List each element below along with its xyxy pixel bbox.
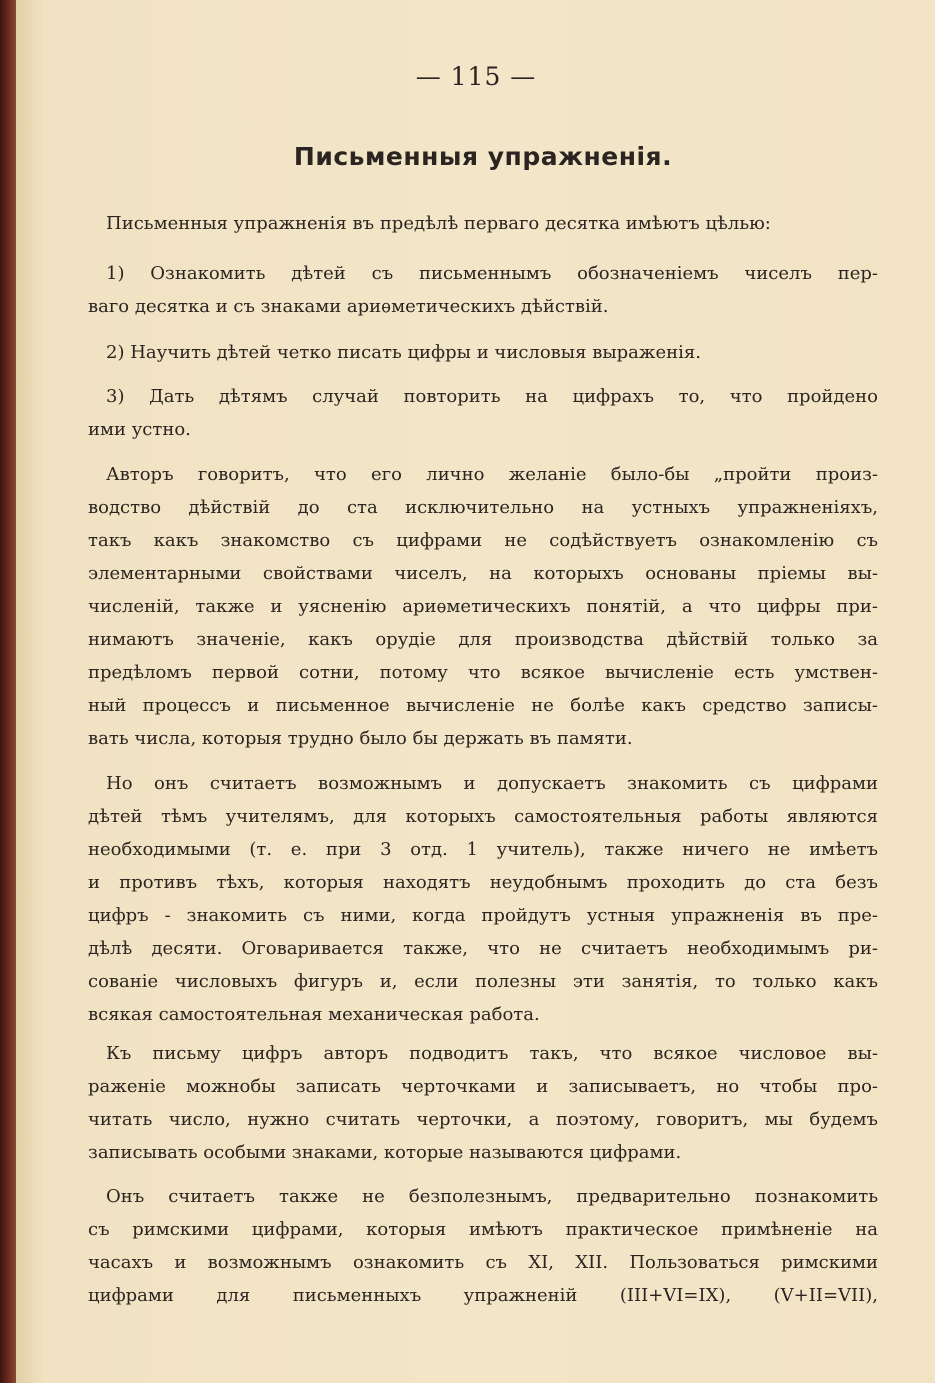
text-line: часахъ и возможнымъ ознакомить съ XI, XII. Пользоваться римскими xyxy=(88,1252,878,1273)
text-line: дѣлѣ десяти. Оговаривается также, что не считаетъ необходимымъ ри- xyxy=(88,938,878,959)
page-text-block xyxy=(88,52,878,1306)
text-line: необходимыми (т. е. при 3 отд. 1 учитель), также ничего не имѣетъ xyxy=(88,839,878,860)
text-line: цифръ - знакомить съ ними, когда пройдутъ устныя упражненія въ пре- xyxy=(88,905,878,926)
book-page xyxy=(16,0,935,1383)
text-line: элементарными свойствами чиселъ, на которыхъ основаны пріемы вы- xyxy=(88,563,878,584)
text-line: записывать особыми знаками, которые называются цифрами. xyxy=(88,1142,682,1163)
text-line: и противъ тѣхъ, которыя находятъ неудобнымъ проходить до ста безъ xyxy=(88,872,878,893)
paragraph-goal-3 xyxy=(88,380,878,446)
text-line: вать числа, которыя трудно было бы держать въ памяти. xyxy=(88,728,633,749)
text-line xyxy=(88,336,878,369)
line-text: Къ письму цифръ авторъ подводитъ такъ, что всякое числовое вы- xyxy=(106,1043,878,1064)
line-text: 3) Дать дѣтямъ случай повторить на цифрахъ то, что пройдено xyxy=(106,386,878,407)
text-line: сованіе числовыхъ фигуръ и, если полезны эти занятія, то только какъ xyxy=(88,971,878,992)
text-line: такъ какъ знакомство съ цифрами не содѣйствуетъ ознакомленію съ xyxy=(88,530,878,551)
text-line: читать число, нужно считать черточки, а поэтому, говоритъ, мы будемъ xyxy=(88,1109,878,1130)
text-line: съ римскими цифрами, которыя имѣютъ практическое примѣненіе на xyxy=(88,1219,878,1240)
text-line xyxy=(88,1180,878,1213)
text-line: численій, также и уясненію ариѳметическихъ понятій, а что цифры при- xyxy=(88,596,878,617)
line-text: 2) Научить дѣтей четко писать цифры и числовыя выраженія. xyxy=(106,342,701,363)
text-line: предѣломъ первой сотни, потому что всякое вычисленіе есть умствен- xyxy=(88,662,878,683)
text-line: нимаютъ значеніе, какъ орудіе для производства дѣйствій только за xyxy=(88,629,878,650)
text-line: дѣтей тѣмъ учителямъ, для которыхъ самостоятельныя работы являются xyxy=(88,806,878,827)
text-line: ваго десятка и съ знаками ариѳметическихъ дѣйствій. xyxy=(88,296,609,317)
line-text: 1) Ознакомить дѣтей съ письменнымъ обозначеніемъ чиселъ пер- xyxy=(106,263,878,284)
text-line: раженіе можнобы записать черточками и записываетъ, но чтобы про- xyxy=(88,1076,878,1097)
paragraph-goal-1 xyxy=(88,257,878,323)
text-line: цифрами для письменныхъ упражненій (III+VI=IX), (V+II=VII), xyxy=(88,1285,878,1306)
text-line: ный процессъ и письменное вычисленіе не болѣе какъ средство записы- xyxy=(88,695,878,716)
line-text: Авторъ говоритъ, что его лично желаніе было-бы „пройти произ- xyxy=(106,464,878,485)
text-line xyxy=(88,767,878,800)
line-text: Но онъ считаетъ возможнымъ и допускаетъ знакомить съ цифрами xyxy=(106,773,878,794)
page-number: — 115 — xyxy=(415,62,537,91)
paragraph-intro xyxy=(88,207,878,240)
text-line xyxy=(88,207,878,240)
paragraph-permission xyxy=(88,767,878,1031)
line-text: Онъ считаетъ также не безполезнымъ, предварительно познакомить xyxy=(106,1186,878,1207)
paragraph-roman-numerals xyxy=(88,1180,878,1312)
text-line: ими устно. xyxy=(88,419,191,440)
line-text: Письменныя упражненія въ предѣлѣ перваго десятка имѣютъ цѣлью: xyxy=(106,213,771,234)
text-line: всякая самостоятельная механическая работа. xyxy=(88,1004,540,1025)
text-line xyxy=(88,1037,878,1070)
text-line xyxy=(88,380,878,413)
paragraph-writing-digits xyxy=(88,1037,878,1169)
text-line xyxy=(88,458,878,491)
paragraph-goal-2 xyxy=(88,336,878,369)
text-line xyxy=(88,257,878,290)
paragraph-author-view xyxy=(88,458,878,755)
section-heading: Письменныя упражненія. xyxy=(293,142,673,171)
text-line: водство дѣйствій до ста исключительно на устныхъ упражненіяхъ, xyxy=(88,497,878,518)
book-spine xyxy=(0,0,16,1383)
